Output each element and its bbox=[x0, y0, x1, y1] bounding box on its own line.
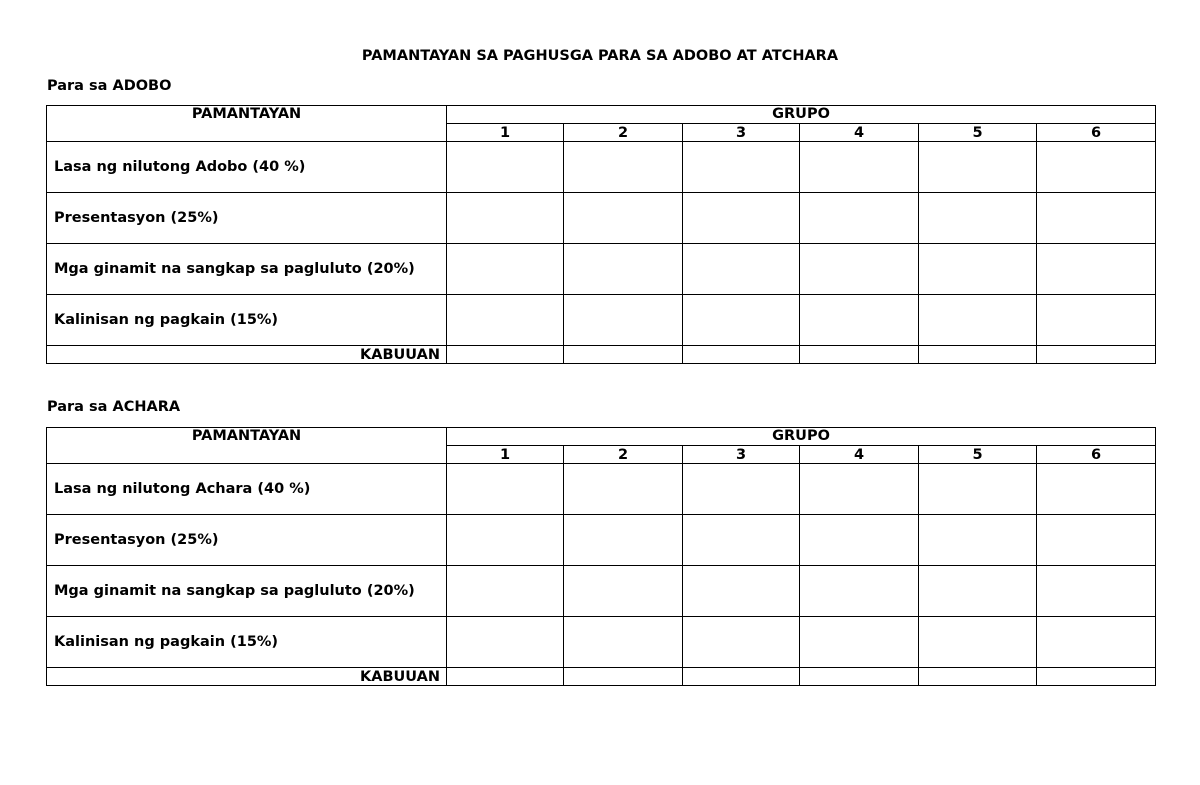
score-cell[interactable] bbox=[1037, 142, 1156, 193]
group-number: 3 bbox=[683, 124, 800, 142]
total-cell[interactable] bbox=[919, 668, 1037, 686]
total-cell[interactable] bbox=[800, 668, 919, 686]
score-cell[interactable] bbox=[683, 193, 800, 244]
criterion-label: Presentasyon (25%) bbox=[47, 193, 447, 244]
score-cell[interactable] bbox=[447, 464, 564, 515]
score-cell[interactable] bbox=[800, 193, 919, 244]
score-cell[interactable] bbox=[447, 244, 564, 295]
table-row bbox=[47, 295, 1156, 346]
group-number: 3 bbox=[683, 446, 800, 464]
table-row bbox=[47, 464, 1156, 515]
score-cell[interactable] bbox=[564, 515, 683, 566]
score-cell[interactable] bbox=[447, 142, 564, 193]
total-cell[interactable] bbox=[564, 346, 683, 364]
score-cell[interactable] bbox=[683, 244, 800, 295]
total-label: KABUUAN bbox=[47, 346, 447, 364]
score-cell[interactable] bbox=[800, 295, 919, 346]
header-criteria: PAMANTAYAN bbox=[47, 428, 447, 464]
total-cell[interactable] bbox=[564, 668, 683, 686]
score-cell[interactable] bbox=[1037, 244, 1156, 295]
group-number: 5 bbox=[919, 446, 1037, 464]
group-number: 1 bbox=[447, 124, 564, 142]
criterion-label: Kalinisan ng pagkain (15%) bbox=[47, 617, 447, 668]
criterion-label: Mga ginamit na sangkap sa pagluluto (20%) bbox=[47, 244, 447, 295]
section-label-achara: Para sa ACHARA bbox=[47, 399, 181, 415]
table-row bbox=[47, 142, 1156, 193]
score-cell[interactable] bbox=[800, 617, 919, 668]
score-cell[interactable] bbox=[919, 566, 1037, 617]
score-cell[interactable] bbox=[919, 295, 1037, 346]
score-cell[interactable] bbox=[564, 464, 683, 515]
score-cell[interactable] bbox=[564, 142, 683, 193]
score-cell[interactable] bbox=[683, 617, 800, 668]
total-cell[interactable] bbox=[683, 346, 800, 364]
score-cell[interactable] bbox=[683, 464, 800, 515]
group-number: 4 bbox=[800, 124, 919, 142]
group-number: 1 bbox=[447, 446, 564, 464]
group-number: 6 bbox=[1037, 446, 1156, 464]
rubric-table-adobo bbox=[46, 105, 1156, 364]
table-header-row bbox=[47, 428, 1156, 446]
score-cell[interactable] bbox=[919, 244, 1037, 295]
score-cell[interactable] bbox=[564, 617, 683, 668]
score-cell[interactable] bbox=[564, 295, 683, 346]
total-cell[interactable] bbox=[800, 346, 919, 364]
criterion-label: Presentasyon (25%) bbox=[47, 515, 447, 566]
score-cell[interactable] bbox=[564, 193, 683, 244]
group-number: 4 bbox=[800, 446, 919, 464]
score-cell[interactable] bbox=[800, 566, 919, 617]
header-group: GRUPO bbox=[447, 106, 1156, 124]
table-row bbox=[47, 193, 1156, 244]
criterion-label: Lasa ng nilutong Adobo (40 %) bbox=[47, 142, 447, 193]
score-cell[interactable] bbox=[919, 515, 1037, 566]
total-cell[interactable] bbox=[447, 346, 564, 364]
table-row bbox=[47, 515, 1156, 566]
score-cell[interactable] bbox=[447, 566, 564, 617]
score-cell[interactable] bbox=[683, 566, 800, 617]
score-cell[interactable] bbox=[683, 295, 800, 346]
table-row bbox=[47, 617, 1156, 668]
score-cell[interactable] bbox=[1037, 617, 1156, 668]
group-number: 2 bbox=[564, 446, 683, 464]
header-criteria: PAMANTAYAN bbox=[47, 106, 447, 142]
score-cell[interactable] bbox=[1037, 464, 1156, 515]
score-cell[interactable] bbox=[683, 515, 800, 566]
score-cell[interactable] bbox=[919, 464, 1037, 515]
score-cell[interactable] bbox=[919, 193, 1037, 244]
score-cell[interactable] bbox=[447, 193, 564, 244]
score-cell[interactable] bbox=[1037, 295, 1156, 346]
criterion-label: Lasa ng nilutong Achara (40 %) bbox=[47, 464, 447, 515]
criterion-label: Mga ginamit na sangkap sa pagluluto (20%) bbox=[47, 566, 447, 617]
rubric-table-achara bbox=[46, 427, 1156, 686]
score-cell[interactable] bbox=[447, 515, 564, 566]
score-cell[interactable] bbox=[800, 244, 919, 295]
table-row bbox=[47, 244, 1156, 295]
score-cell[interactable] bbox=[683, 142, 800, 193]
total-cell[interactable] bbox=[1037, 668, 1156, 686]
score-cell[interactable] bbox=[919, 617, 1037, 668]
criterion-label: Kalinisan ng pagkain (15%) bbox=[47, 295, 447, 346]
section-label-adobo: Para sa ADOBO bbox=[47, 78, 172, 94]
header-group: GRUPO bbox=[447, 428, 1156, 446]
score-cell[interactable] bbox=[800, 515, 919, 566]
table-total-row bbox=[47, 346, 1156, 364]
score-cell[interactable] bbox=[1037, 566, 1156, 617]
total-cell[interactable] bbox=[447, 668, 564, 686]
total-cell[interactable] bbox=[1037, 346, 1156, 364]
group-number: 5 bbox=[919, 124, 1037, 142]
document-title: PAMANTAYAN SA PAGHUSGA PARA SA ADOBO AT ATCHARA bbox=[361, 48, 839, 64]
table-total-row bbox=[47, 668, 1156, 686]
table-row bbox=[47, 566, 1156, 617]
score-cell[interactable] bbox=[564, 244, 683, 295]
score-cell[interactable] bbox=[800, 464, 919, 515]
group-number: 6 bbox=[1037, 124, 1156, 142]
score-cell[interactable] bbox=[919, 142, 1037, 193]
score-cell[interactable] bbox=[1037, 193, 1156, 244]
total-label: KABUUAN bbox=[47, 668, 447, 686]
group-number: 2 bbox=[564, 124, 683, 142]
table-header-row bbox=[47, 106, 1156, 124]
total-cell[interactable] bbox=[683, 668, 800, 686]
total-cell[interactable] bbox=[919, 346, 1037, 364]
score-cell[interactable] bbox=[447, 295, 564, 346]
score-cell[interactable] bbox=[447, 617, 564, 668]
score-cell[interactable] bbox=[1037, 515, 1156, 566]
score-cell[interactable] bbox=[564, 566, 683, 617]
score-cell[interactable] bbox=[800, 142, 919, 193]
